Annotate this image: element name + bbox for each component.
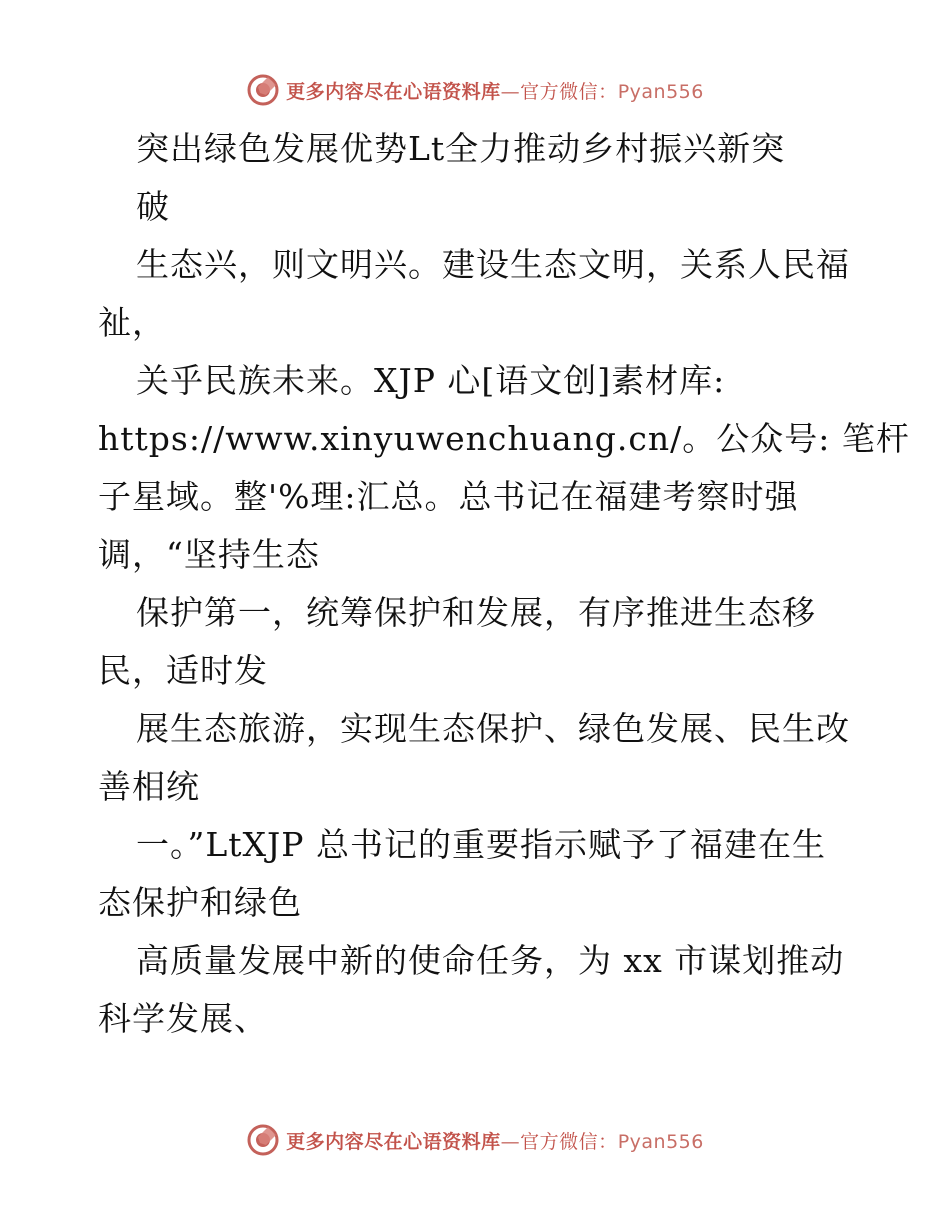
pen-seal-icon (246, 73, 280, 107)
header-banner (0, 70, 950, 110)
paragraph-line: 破 (136, 187, 170, 226)
banner-wechat-id: Pyan556 (617, 1130, 704, 1153)
banner-dash: — (500, 80, 521, 103)
document-body (98, 120, 910, 1048)
paragraph-line: 祉， (98, 303, 166, 342)
paragraph-line: 展生态旅游，实现生态保护、绿色发展、民生改 (136, 709, 850, 748)
paragraph-line: 民，适时发 (98, 651, 268, 690)
paragraph-line: 科学发展、 (98, 999, 268, 1038)
paragraph-line: 子星域。整'%理:汇总。总书记在福建考察时强 (98, 477, 799, 516)
banner-site-name: 更多内容尽在心语资料库 (286, 80, 501, 103)
paragraph-line: 高质量发展中新的使命任务，为 xx 市谋划推动 (136, 941, 845, 980)
paragraph-line: https://www.xinyuwenchuang.cn/。公众号: 笔杆 (98, 419, 910, 458)
paragraph-line: 善相统 (98, 767, 200, 806)
paragraph-line: 保护第一，统筹保护和发展，有序推进生态移 (136, 593, 816, 632)
banner-dash: — (500, 1130, 521, 1153)
paragraph-line: 调，“坚持生态 (98, 535, 320, 574)
paragraph-line: 生态兴，则文明兴。建设生态文明，关系人民福 (136, 245, 850, 284)
paragraph-line: 态保护和绿色 (98, 883, 302, 922)
banner-official-label: 官方微信： (520, 80, 618, 103)
footer-banner (0, 1120, 950, 1160)
banner-official-label: 官方微信： (520, 1130, 618, 1153)
paragraph-line: 关乎民族未来。XJP 心[语文创]素材库: (136, 361, 726, 400)
banner-wechat-id: Pyan556 (617, 80, 704, 103)
banner-site-name: 更多内容尽在心语资料库 (286, 1130, 501, 1153)
pen-seal-icon (246, 1123, 280, 1157)
paragraph-line: 突出绿色发展优势Lt全力推动乡村振兴新突 (136, 129, 786, 168)
banner-text (286, 1127, 704, 1154)
banner-text (286, 77, 704, 104)
paragraph-line: 一。”LtXJP 总书记的重要指示赋予了福建在生 (136, 825, 826, 864)
